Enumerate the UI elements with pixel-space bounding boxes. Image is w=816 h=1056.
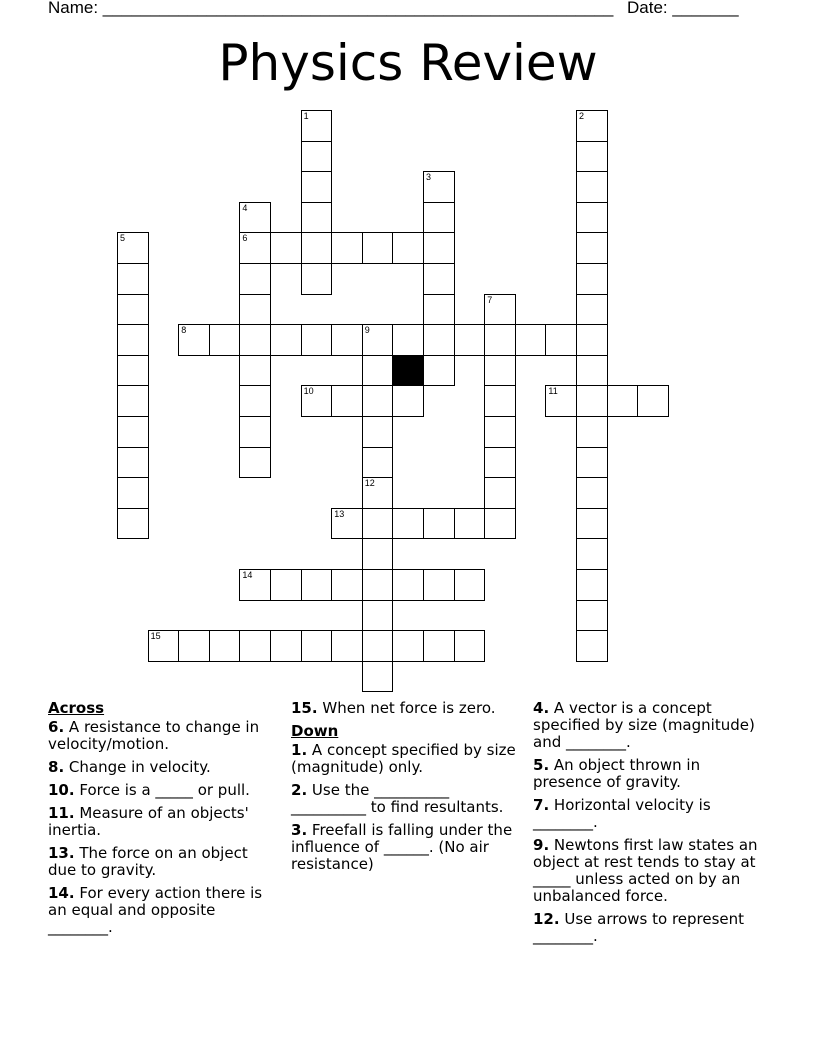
grid-cell[interactable] [576, 202, 608, 234]
grid-cell[interactable] [607, 385, 639, 417]
grid-cell[interactable] [239, 294, 271, 326]
grid-cell[interactable] [423, 232, 455, 264]
clues-column-3 [533, 700, 771, 951]
grid-cell[interactable] [484, 416, 516, 448]
grid-cell[interactable] [362, 538, 394, 570]
grid-cell[interactable] [239, 385, 271, 417]
clue-number: 5 [120, 233, 126, 244]
clue-number: 1 [303, 111, 309, 121]
grid-cell[interactable] [362, 661, 394, 693]
clue-down-9: 9. Newtons first law states an object at rest tends to stay at _____ unless acted on by an unbalanced force. [533, 836, 758, 905]
grid-cell[interactable] [423, 569, 455, 601]
grid-cell[interactable] [239, 202, 271, 234]
grid-cell[interactable] [301, 110, 333, 142]
grid-cell[interactable] [117, 447, 149, 479]
grid-cell[interactable] [239, 355, 271, 387]
clue-down-12: 12. Use arrows to represent ________. [533, 910, 745, 945]
grid-cell[interactable] [239, 416, 271, 448]
date-field-label: Date: _______ [627, 0, 739, 17]
grid-cell[interactable] [454, 569, 486, 601]
grid-cell[interactable] [117, 416, 149, 448]
grid-cell[interactable] [392, 569, 424, 601]
grid-cell[interactable] [331, 324, 363, 356]
grid-cell[interactable] [392, 324, 424, 356]
grid-cell[interactable] [117, 385, 149, 417]
grid-cell[interactable] [362, 324, 394, 356]
grid-cell[interactable] [423, 324, 455, 356]
grid-cell[interactable] [484, 355, 516, 387]
grid-cell[interactable] [117, 263, 149, 295]
grid-cell[interactable] [545, 324, 577, 356]
clue-number: 8 [181, 325, 187, 336]
grid-cell[interactable] [270, 232, 302, 264]
grid-cell[interactable] [576, 508, 608, 540]
grid-cell[interactable] [301, 263, 333, 295]
black-cell [392, 355, 424, 387]
grid-cell[interactable] [362, 385, 394, 417]
grid-cell[interactable] [576, 263, 608, 295]
clue-number: 10 [303, 386, 314, 397]
grid-cell[interactable] [392, 385, 424, 417]
grid-cell[interactable] [239, 324, 271, 356]
grid-cell[interactable] [454, 508, 486, 540]
grid-cell[interactable] [117, 355, 149, 387]
clue-down-2: 2. Use the __________ __________ to find resultants. [291, 781, 504, 816]
grid-cell[interactable] [576, 630, 608, 662]
grid-cell[interactable] [331, 508, 363, 540]
grid-cell[interactable] [362, 630, 394, 662]
clue-across-15: 15. When net force is zero. [291, 699, 496, 717]
grid-cell[interactable] [270, 324, 302, 356]
grid-cell[interactable] [454, 630, 486, 662]
grid-cell[interactable] [423, 171, 455, 203]
grid-cell[interactable] [637, 385, 669, 417]
clue-across-10: 10. Force is a _____ or pull. [48, 781, 250, 799]
grid-cell[interactable] [362, 477, 394, 509]
name-field-label: Name: ______________________________________________________ [48, 0, 614, 17]
grid-cell[interactable] [576, 600, 608, 632]
page-title: Physics Review [218, 34, 598, 92]
grid-cell[interactable] [576, 447, 608, 479]
grid-cell[interactable] [362, 508, 394, 540]
grid-cell[interactable] [576, 355, 608, 387]
grid-cell[interactable] [362, 447, 394, 479]
grid-cell[interactable] [148, 630, 180, 662]
grid-cell[interactable] [576, 171, 608, 203]
grid-cell[interactable] [270, 569, 302, 601]
clue-down-7: 7. Horizontal velocity is ________. [533, 796, 711, 831]
grid-cell[interactable] [209, 630, 241, 662]
grid-cell[interactable] [545, 385, 577, 417]
grid-cell[interactable] [576, 569, 608, 601]
grid-cell[interactable] [576, 538, 608, 570]
grid-cell[interactable] [484, 508, 516, 540]
clue-number: 7 [487, 294, 493, 305]
across-heading: Across [48, 699, 105, 717]
grid-cell[interactable] [515, 324, 547, 356]
clue-number: 4 [242, 202, 248, 213]
grid-cell[interactable] [117, 232, 149, 264]
grid-cell[interactable] [576, 324, 608, 356]
grid-cell[interactable] [362, 416, 394, 448]
grid-cell[interactable] [301, 630, 333, 662]
grid-cell[interactable] [576, 141, 608, 173]
grid-cell[interactable] [239, 569, 271, 601]
clues-column-1 [48, 700, 278, 942]
grid-cell[interactable] [484, 477, 516, 509]
grid-cell[interactable] [301, 141, 333, 173]
grid-cell[interactable] [301, 232, 333, 264]
grid-cell[interactable] [576, 416, 608, 448]
grid-cell[interactable] [423, 294, 455, 326]
clue-across-8: 8. Change in velocity. [48, 758, 211, 776]
grid-cell[interactable] [209, 324, 241, 356]
grid-cell[interactable] [576, 477, 608, 509]
grid-cell[interactable] [423, 202, 455, 234]
grid-cell[interactable] [117, 508, 149, 540]
grid-cell[interactable] [423, 630, 455, 662]
clue-down-5: 5. An object thrown in presence of gravity. [533, 756, 701, 791]
clue-number: 15 [150, 631, 161, 642]
grid-cell[interactable] [239, 447, 271, 479]
grid-cell[interactable] [362, 600, 394, 632]
grid-cell[interactable] [117, 477, 149, 509]
grid-cell[interactable] [392, 508, 424, 540]
grid-cell[interactable] [484, 447, 516, 479]
grid-cell[interactable] [301, 171, 333, 203]
clue-across-11: 11. Measure of an objects' inertia. [48, 804, 249, 839]
grid-cell[interactable] [423, 355, 455, 387]
grid-cell[interactable] [239, 630, 271, 662]
grid-cell[interactable] [362, 232, 394, 264]
grid-cell[interactable] [270, 630, 302, 662]
grid-cell[interactable] [301, 385, 333, 417]
grid-cell[interactable] [362, 355, 394, 387]
grid-cell[interactable] [392, 232, 424, 264]
clue-across-6: 6. A resistance to change in velocity/motion. [48, 718, 260, 753]
clue-number: 11 [548, 386, 558, 397]
grid-cell[interactable] [239, 263, 271, 295]
down-heading: Down [291, 722, 339, 740]
clue-down-1: 1. A concept specified by size (magnitude) only. [291, 741, 516, 776]
grid-cell[interactable] [484, 294, 516, 326]
grid-cell[interactable] [117, 324, 149, 356]
grid-cell[interactable] [484, 385, 516, 417]
grid-cell[interactable] [454, 324, 486, 356]
grid-cell[interactable] [576, 232, 608, 264]
grid-cell[interactable] [301, 569, 333, 601]
grid-cell[interactable] [392, 630, 424, 662]
clue-across-14: 14. For every action there is an equal and opposite ________. [48, 884, 263, 936]
clues-column-2 [291, 700, 521, 879]
grid-cell[interactable] [301, 324, 333, 356]
grid-cell[interactable] [423, 508, 455, 540]
grid-cell[interactable] [239, 232, 271, 264]
clue-number: 3 [426, 172, 432, 183]
grid-cell[interactable] [178, 324, 210, 356]
grid-cell[interactable] [178, 630, 210, 662]
clue-across-13: 13. The force on an object due to gravity. [48, 844, 248, 879]
clue-number: 2 [579, 111, 585, 121]
clue-number: 6 [242, 233, 248, 244]
grid-cell[interactable] [362, 569, 394, 601]
grid-cell[interactable] [301, 202, 333, 234]
grid-cell[interactable] [331, 385, 363, 417]
grid-cell[interactable] [576, 385, 608, 417]
clue-number: 9 [364, 325, 370, 336]
grid-cell[interactable] [331, 630, 363, 662]
grid-cell[interactable] [117, 294, 149, 326]
clue-number: 13 [334, 508, 345, 519]
clue-down-4: 4. A vector is a concept specified by size (magnitude) and ________. [533, 699, 755, 751]
grid-cell[interactable] [484, 324, 516, 356]
grid-cell[interactable] [576, 294, 608, 326]
clue-number: 12 [364, 478, 375, 489]
grid-cell[interactable] [331, 569, 363, 601]
grid-cell[interactable] [331, 232, 363, 264]
grid-cell[interactable] [423, 263, 455, 295]
grid-cell[interactable] [576, 110, 608, 142]
clue-down-3: 3. Freefall is falling under the influence of ______. (No air resistance) [291, 821, 513, 873]
clue-number: 14 [242, 570, 253, 580]
